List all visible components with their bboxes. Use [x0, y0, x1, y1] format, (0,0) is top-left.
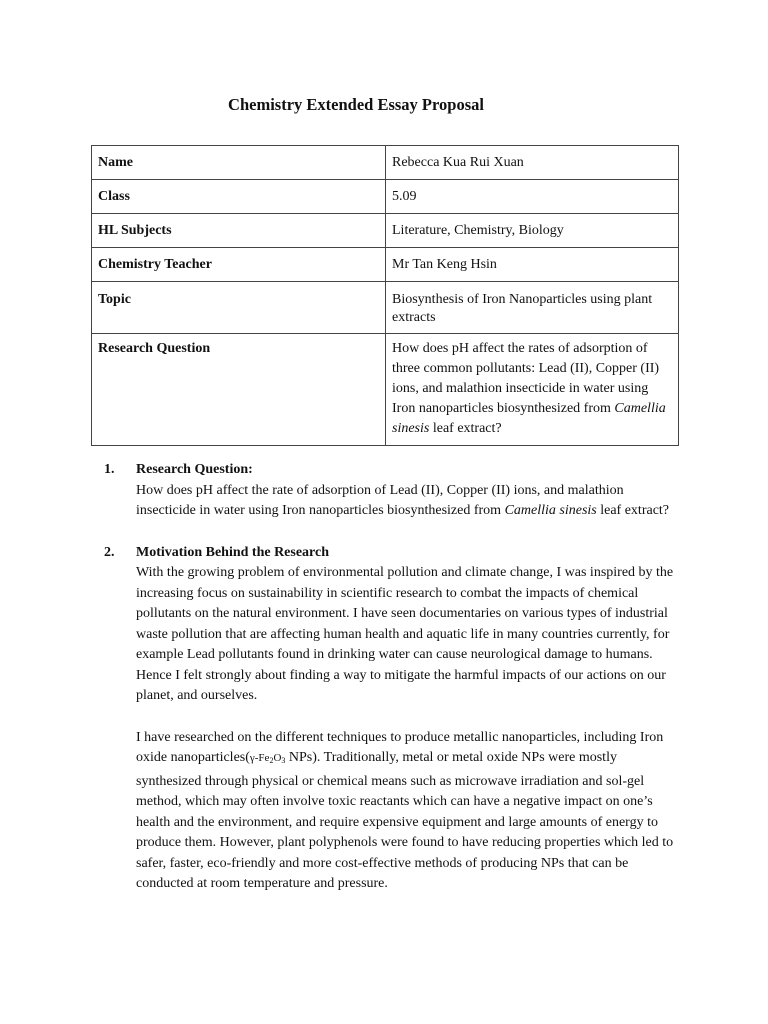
table-row [92, 282, 679, 334]
rq-species-name: Camellia sinesis [392, 401, 666, 436]
formula-prefix: γ-Fe [249, 752, 270, 764]
section-research-question [104, 460, 684, 522]
table-row [92, 334, 679, 446]
section-motivation [104, 543, 684, 895]
chemistry-teacher-label: Chemistry Teacher [92, 248, 386, 282]
hl-subjects-value: Literature, Chemistry, Biology [386, 214, 679, 248]
rq-text-end: leaf extract? [429, 421, 502, 436]
table-row [92, 214, 679, 248]
paragraph-text-end: leaf extract? [596, 503, 670, 518]
chemical-formula [250, 752, 285, 764]
chemistry-teacher-value: Mr Tan Keng Hsin [386, 248, 679, 282]
section-paragraph-2 [136, 728, 684, 895]
paragraph-text-start: I have researched on the different techniques to produce metallic nanoparticles, including Iron oxide nanoparticles( [136, 729, 664, 765]
paragraph-text-start: How does pH affect the rate of adsorption of Lead (II), Copper (II) ions, and malathion insecticide in water using Iron nanoparticles biosynthesized from [136, 482, 624, 518]
class-value: 5.09 [386, 180, 679, 214]
info-table [91, 145, 679, 446]
table-row [92, 146, 679, 180]
section-heading: Research Question: [136, 462, 253, 477]
table-row [92, 248, 679, 282]
paragraph-text-end: NPs). Traditionally, metal or metal oxide NPs were mostly synthesized through physical or chemical means such as microwave irradiation and sol-gel method, which may often involve toxic reactants which can have a negative impact on one’s health and the environment, and require expensive equipment and large amounts of energy to produce them. However, plant polyphenols were found to have reducing properties which led to safer, faster, eco-friendly and more cost-effective methods of producing NPs that can be conducted at room temperature and pressure. [136, 750, 674, 891]
name-value: Rebecca Kua Rui Xuan [386, 146, 679, 180]
section-paragraph-1: With the growing problem of environmental pollution and climate change, I was inspired by the increasing focus on sustainability in scientific research to combat the impacts of chemical pollutants on the natural environment. I have seen documentaries on various types of industrial waste pollution that are affecting human health and aquatic life in many countries currently, for example Lead pollutants found in drinking water can cause neurological damage to humans. Hence I felt strongly about finding a way to mitigate the harmful impacts of our actions on our planet, and ourselves. [136, 565, 674, 703]
formula-subscript: 2 [269, 756, 274, 765]
research-question-value [386, 334, 679, 446]
species-name: Camellia sinesis [504, 503, 597, 518]
essay-sections [104, 460, 684, 895]
section-number: 1. [104, 462, 115, 477]
research-question-label: Research Question [92, 334, 386, 446]
topic-label: Topic [92, 282, 386, 334]
section-body [136, 543, 684, 895]
formula-element: O [273, 752, 282, 764]
table-row [92, 180, 679, 214]
rq-text-start: How does pH affect the rates of adsorption of three common pollutants: Lead (II), Copper (II) ions, and malathion insecticide in water using Iron nanoparticles biosynthesized from [392, 341, 660, 416]
hl-subjects-label: HL Subjects [92, 214, 386, 248]
class-label: Class [92, 180, 386, 214]
section-body [136, 460, 684, 522]
section-paragraph [136, 481, 684, 522]
formula-subscript: 3 [281, 756, 286, 765]
section-heading: Motivation Behind the Research [136, 544, 330, 560]
page-title: Chemistry Extended Essay Proposal [228, 95, 484, 114]
topic-value: Biosynthesis of Iron Nanoparticles using plant extracts [386, 282, 679, 334]
name-label: Name [92, 146, 386, 180]
section-number: 2. [104, 544, 115, 560]
